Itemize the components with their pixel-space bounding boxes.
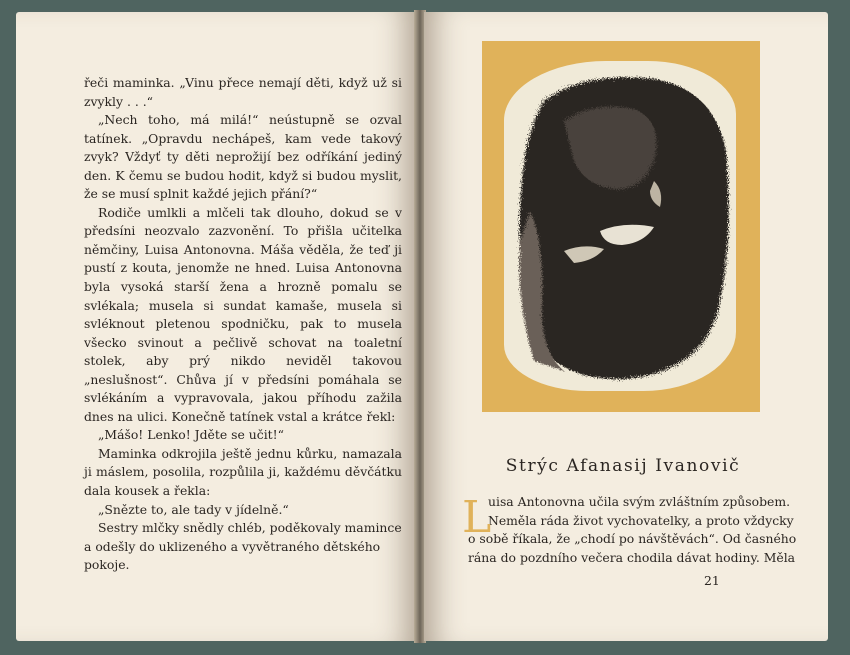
- paragraph: „Nech toho, má milá!“ neústupně se ozval tatínek. „Opravdu nechápeš, kam vede takový zvyk? Vždyť ty děti neprožijí bez odříkání jediný den. K čemu se budou hodit, když si budou myslit, že se musí splnit každé jejich přání?“: [84, 112, 402, 202]
- text-line: uisa Antonovna učila svým zvláštním způsobem.: [488, 494, 791, 509]
- paragraph: „Mášo! Lenko! Jděte se učit!“: [98, 427, 284, 443]
- left-page: [16, 12, 416, 641]
- text-line: o sobě říkala, že „chodí po návštěvách“. Od časného: [468, 531, 797, 547]
- right-page: [424, 12, 828, 641]
- left-page-text: [84, 74, 402, 575]
- dropcap-letter: L: [462, 492, 492, 543]
- illustration-frame: [482, 41, 760, 412]
- chapter-title: Strýc Afanasij Ivanovič: [505, 456, 741, 476]
- text-line: rána do pozdního večera chodila dávat hodiny. Měla: [468, 549, 796, 565]
- paragraph: Maminka odkrojila ještě jednu kůrku, namazala ji máslem, posolila, rozpůlila ji, každému děvčátku dala kousek a řekla:: [84, 445, 402, 499]
- chapter-text: [462, 492, 797, 567]
- paragraph: „Snězte to, ale tady v jídelně.“: [98, 501, 289, 517]
- paragraph: Sestry mlčky snědly chléb, poděkovaly mamince a odešly do uklizeného a vyvětraného dětského pokoje.: [84, 520, 402, 573]
- text-line: Neměla ráda život vychovatelky, a proto vždycky: [488, 512, 794, 528]
- paragraph: řeči maminka. „Vinu přece nemají děti, když už si zvykly . . .“: [84, 75, 402, 109]
- lithograph-figure-illustration: [504, 61, 736, 391]
- page-number: 21: [704, 573, 720, 588]
- paragraph: Rodiče umlkli a mlčeli tak dlouho, dokud se v předsíni neozvalo zazvonění. To přišla učitelka němčiny, Luisa Antonovna. Máša věděla, že teď ji pustí z kouta, jenomže ne hned. Luisa Antonovna byla vysoká starší žena a hrozně pomalu se svlékala; musela si sundat kamaše, musela si svléknout pletenou spodničku, pak to musela všecko svinout a pečlivě schovat na toaletní stolek, aby prý nikdo neviděl takovou „neslušnost“. Chůva jí v předsíni pomáhala se svlékáním a vypravovala, jakou příhodu zažila dnes na ulici. Konečně tatínek vstal a krátce řekl:: [84, 204, 402, 424]
